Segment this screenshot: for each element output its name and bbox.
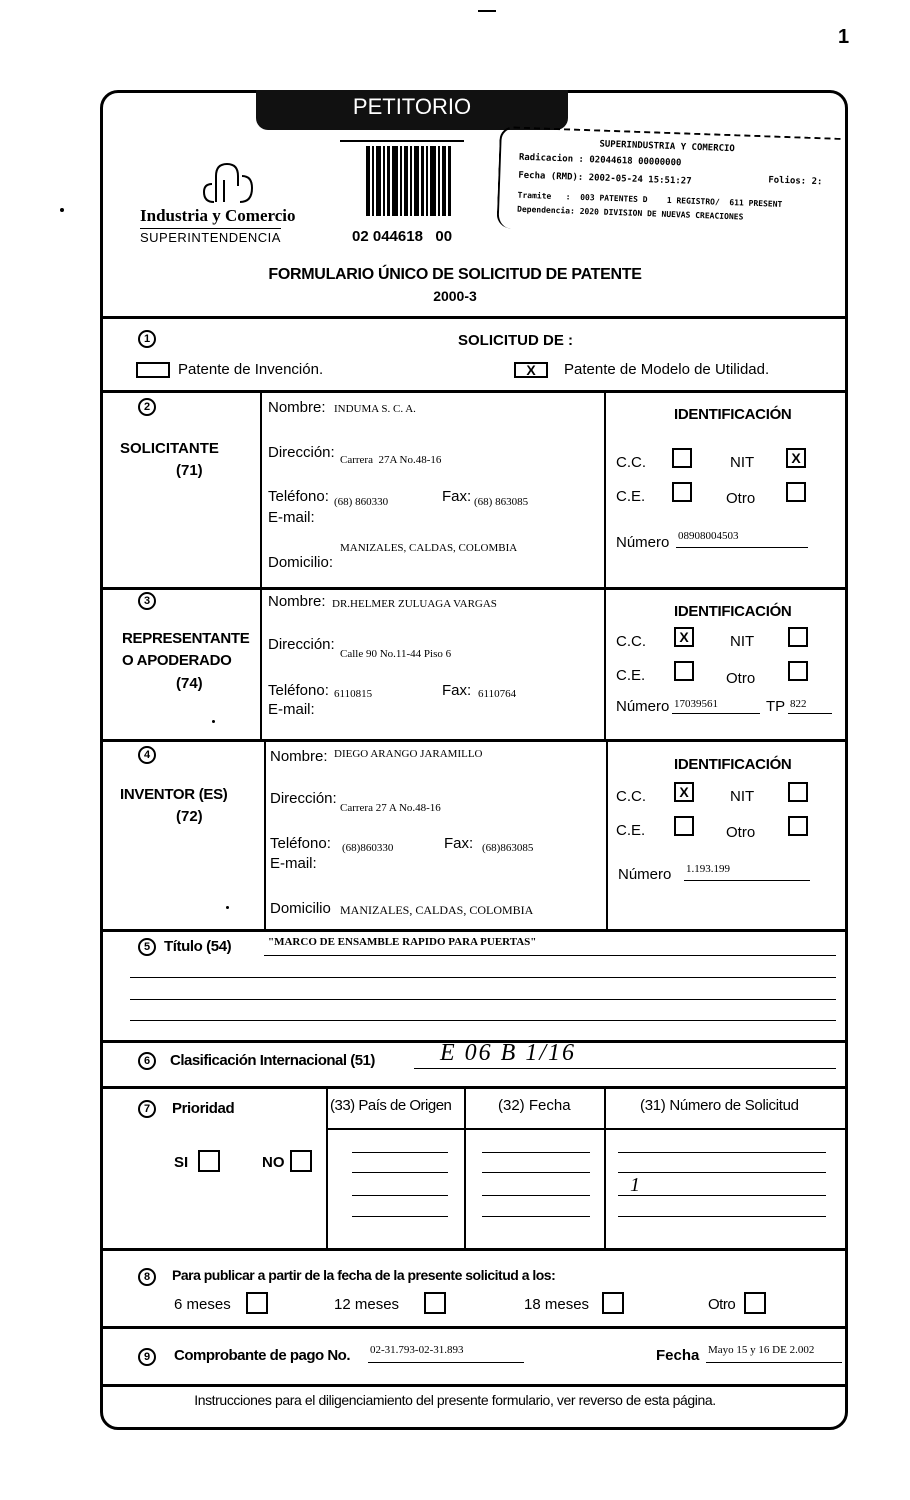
titulo-line-2 (130, 977, 836, 978)
comprobante-fecha-line (706, 1362, 842, 1363)
representante-nombre-value[interactable]: DR.HELMER ZULUAGA VARGAS (332, 598, 497, 610)
inventor-email-label: E-mail: (270, 855, 317, 872)
representante-code: (74) (176, 675, 203, 692)
section8-number: 8 (138, 1268, 156, 1286)
barcode-icon (366, 146, 454, 216)
inventor-title: INVENTOR (ES) (120, 786, 228, 803)
representante-dot (212, 720, 215, 723)
section3-number: 3 (138, 592, 156, 610)
section5-number: 5 (138, 938, 156, 956)
representante-telefono-value[interactable]: 6110815 (334, 688, 373, 700)
prioridad-col-divider-3 (604, 1088, 606, 1248)
publicar-12-checkbox[interactable] (424, 1292, 446, 1314)
section6-number: 6 (138, 1052, 156, 1070)
publicar-otro-checkbox[interactable] (744, 1292, 766, 1314)
divider-section5-top (102, 929, 846, 932)
solicitante-identificacion-title: IDENTIFICACIÓN (674, 406, 792, 423)
section4-number: 4 (138, 746, 156, 764)
solicitante-direccion-value[interactable]: Carrera 27A No.48-16 (340, 454, 442, 466)
inventor-telefono-label: Teléfono: (270, 835, 331, 852)
titulo-value[interactable]: "MARCO DE ENSAMBLE RAPIDO PARA PUERTAS" (268, 936, 537, 948)
section4-right-divider (606, 741, 608, 929)
solicitante-cc-label: C.C. (616, 454, 646, 471)
solicitante-code: (71) (176, 462, 203, 479)
solicitante-nombre-label: Nombre: (268, 399, 326, 416)
numsol-line-2 (618, 1172, 826, 1173)
representante-telefono-label: Teléfono: (268, 682, 329, 699)
stamp-line3: Fecha (RMD): 2002-05-24 15:51:27 (518, 170, 692, 187)
divider-section4-top (102, 739, 846, 742)
pais-line-4 (352, 1216, 448, 1217)
solicitante-nombre-value[interactable]: INDUMA S. C. A. (334, 403, 416, 415)
modelo-utilidad-checkbox[interactable]: X (514, 362, 548, 378)
section1-number: 1 (138, 330, 156, 348)
solicitante-title: SOLICITANTE (120, 440, 219, 457)
radicacion-stamp (496, 126, 847, 244)
prioridad-handwritten-mark: 1 (630, 1174, 640, 1196)
titulo-line-3 (130, 999, 836, 1000)
pais-line-3 (352, 1195, 448, 1196)
solicitante-otro-label: Otro (726, 490, 756, 507)
inventor-otro-checkbox[interactable] (788, 816, 808, 836)
pais-line-2 (352, 1172, 448, 1173)
solicitante-domicilio-label: Domicilio: (268, 554, 334, 571)
clasificacion-label: Clasificación Internacional (51) (170, 1052, 375, 1069)
divider-section8-top (102, 1248, 846, 1251)
inventor-direccion-label: Dirección: (270, 790, 337, 807)
prioridad-col-divider-2 (464, 1088, 466, 1248)
prioridad-si-label: SI (174, 1154, 189, 1171)
form-version: 2000-3 (433, 288, 477, 304)
publicar-12-label: 12 meses (334, 1296, 400, 1313)
representante-numero-value[interactable]: 17039561 (674, 698, 718, 710)
representante-nit-label: NIT (730, 633, 755, 650)
publicar-otro-label: Otro (708, 1296, 736, 1313)
representante-title1: REPRESENTANTE (122, 630, 250, 647)
margin-dot (60, 208, 64, 212)
section2-number: 2 (138, 398, 156, 416)
divider-footer-top (102, 1384, 846, 1387)
fecha-line-1 (482, 1152, 590, 1153)
section3-right-divider (604, 589, 606, 739)
solicitante-numero-label: Número (616, 534, 670, 551)
solicitante-direccion-label: Dirección: (268, 444, 335, 461)
divider-section7-top (102, 1086, 846, 1089)
inventor-dot (226, 906, 229, 909)
representante-ce-label: C.E. (616, 667, 646, 684)
solicitante-telefono-label: Teléfono: (268, 488, 329, 505)
section1-title: SOLICITUD DE : (458, 332, 573, 349)
representante-fax-value[interactable]: 6110764 (478, 688, 517, 700)
modelo-utilidad-label: Patente de Modelo de Utilidad. (564, 361, 770, 378)
solicitante-ce-checkbox[interactable] (672, 482, 692, 502)
stamp-folios: Folios: 2: (768, 175, 823, 188)
barcode-top-line (340, 140, 464, 142)
representante-cc-checkbox[interactable]: X (674, 627, 694, 647)
prioridad-no-checkbox[interactable] (290, 1150, 312, 1172)
inventor-fax-label: Fax: (444, 835, 474, 852)
solicitante-otro-checkbox[interactable] (786, 482, 806, 502)
stamp-line5: Dependencia: 2020 DIVISION DE NUEVAS CREACIONES (516, 204, 744, 222)
publicar-18-checkbox[interactable] (602, 1292, 624, 1314)
sic-logo-icon (196, 158, 258, 208)
prioridad-si-checkbox[interactable] (198, 1150, 220, 1172)
representante-direccion-value[interactable]: Calle 90 No.11-44 Piso 6 (340, 648, 452, 660)
inventor-cc-checkbox[interactable]: X (674, 782, 694, 802)
representante-nit-checkbox[interactable] (788, 627, 808, 647)
divider-section1-top (102, 316, 846, 319)
stamp-line1: SUPERINDUSTRIA Y COMERCIO (599, 139, 735, 155)
section7-number: 7 (138, 1100, 156, 1118)
solicitante-email-label: E-mail: (268, 509, 315, 526)
representante-numero-label: Número (616, 698, 670, 715)
titulo-label: Título (54) (164, 938, 232, 955)
comprobante-fecha-label: Fecha (656, 1347, 700, 1364)
inventor-identificacion-title: IDENTIFICACIÓN (674, 756, 792, 773)
section9-number: 9 (138, 1348, 156, 1366)
section3-left-divider (260, 589, 262, 739)
numsol-line-1 (618, 1152, 826, 1153)
page-number: 1 (838, 26, 850, 48)
fecha-line-2 (482, 1172, 590, 1173)
prioridad-no-label: NO (262, 1154, 285, 1171)
solicitante-nit-label: NIT (730, 454, 755, 471)
prioridad-col3-header: (31) Número de Solicitud (640, 1097, 799, 1114)
titulo-line-1 (264, 955, 836, 956)
representante-nombre-label: Nombre: (268, 593, 326, 610)
stamp-line2: Radicacion : 02044618 00000000 (518, 152, 682, 169)
publicar-6-label: 6 meses (174, 1296, 231, 1313)
representante-tp-value[interactable]: 822 (790, 698, 807, 710)
prioridad-col-divider-1 (326, 1088, 328, 1248)
representante-identificacion-title: IDENTIFICACIÓN (674, 603, 792, 620)
comprobante-line (368, 1362, 524, 1363)
inventor-domicilio-value[interactable]: MANIZALES, CALDAS, COLOMBIA (340, 903, 534, 917)
petitorio-label: PETITORIO (352, 94, 472, 119)
representante-numero-line (672, 713, 760, 714)
section2-left-divider (260, 392, 262, 588)
solicitante-fax-label: Fax: (442, 488, 472, 505)
representante-tp-line (788, 713, 832, 714)
numsol-line-3 (618, 1195, 826, 1196)
inventor-ce-checkbox[interactable] (674, 816, 694, 836)
representante-email-label: E-mail: (268, 701, 315, 718)
footer-instructions: Instrucciones para el diligenciamiento del presente formulario, ver reverso de esta página. (194, 1392, 716, 1408)
inventor-nombre-value[interactable]: DIEGO ARANGO JARAMILLO (334, 748, 483, 760)
petitorio-tab (256, 90, 568, 130)
inventor-nombre-label: Nombre: (270, 748, 328, 765)
representante-tp-label: TP (766, 698, 786, 715)
comprobante-label: Comprobante de pago No. (174, 1347, 350, 1364)
section2-right-divider (604, 392, 606, 588)
solicitante-domicilio-value[interactable]: MANIZALES, CALDAS, COLOMBIA (340, 542, 518, 554)
divider-section3-top (102, 587, 846, 590)
solicitante-telefono-value[interactable]: (68) 860330 (334, 496, 389, 508)
representante-otro-checkbox[interactable] (788, 661, 808, 681)
inventor-domicilio-label: Domicilio (270, 900, 331, 917)
inventor-nit-checkbox[interactable] (788, 782, 808, 802)
top-dash (478, 10, 496, 12)
prioridad-col2-header: (32) Fecha (498, 1097, 571, 1114)
inventor-fax-value[interactable]: (68)863085 (482, 842, 534, 854)
invencion-checkbox[interactable] (136, 362, 170, 378)
prioridad-label: Prioridad (172, 1100, 235, 1117)
representante-title2: O APODERADO (122, 652, 232, 669)
publicar-label: Para publicar a partir de la fecha de la presente solicitud a los: (172, 1267, 556, 1283)
inventor-nit-label: NIT (730, 788, 755, 805)
publicar-6-checkbox[interactable] (246, 1292, 268, 1314)
divider-section2-top (102, 390, 846, 393)
representante-ce-checkbox[interactable] (674, 661, 694, 681)
stamp-line4: Tramite : 003 PATENTES D 1 REGISTRO/ 611 PRESENT (517, 190, 783, 209)
inventor-direccion-value[interactable]: Carrera 27 A No.48-16 (340, 802, 441, 814)
fecha-line-3 (482, 1195, 590, 1196)
logo-industria-text: Industria y Comercio (140, 206, 296, 225)
inventor-ce-label: C.E. (616, 822, 646, 839)
divider-section9-top (102, 1326, 846, 1329)
pais-line-1 (352, 1152, 448, 1153)
barcode-number: 02 044618 00 (352, 228, 453, 245)
form-title: FORMULARIO ÚNICO DE SOLICITUD DE PATENTE (268, 266, 642, 283)
numsol-line-4 (618, 1216, 826, 1217)
inventor-numero-value[interactable]: 1.193.199 (686, 863, 730, 875)
section4-left-divider (264, 741, 266, 929)
solicitante-numero-line (676, 547, 808, 548)
solicitante-nit-checkbox[interactable]: X (786, 448, 806, 468)
solicitante-cc-checkbox[interactable] (672, 448, 692, 468)
publicar-18-label: 18 meses (524, 1296, 590, 1313)
clasificacion-line (414, 1068, 836, 1069)
solicitante-fax-value[interactable]: (68) 863085 (474, 496, 529, 508)
inventor-numero-label: Número (618, 866, 672, 883)
solicitante-ce-label: C.E. (616, 488, 646, 505)
representante-direccion-label: Dirección: (268, 636, 335, 653)
invencion-label: Patente de Invención. (178, 361, 324, 378)
titulo-line-4 (130, 1020, 836, 1021)
inventor-numero-line (684, 880, 810, 881)
inventor-code: (72) (176, 808, 203, 825)
comprobante-fecha-value[interactable]: Mayo 15 y 16 DE 2.002 (708, 1344, 815, 1356)
clasificacion-value[interactable]: E 06 B 1/16 (440, 1040, 576, 1066)
solicitante-numero-value[interactable]: 08908004503 (678, 530, 739, 542)
inventor-cc-label: C.C. (616, 788, 646, 805)
representante-fax-label: Fax: (442, 682, 472, 699)
comprobante-value[interactable]: 02-31.793-02-31.893 (370, 1344, 464, 1356)
prioridad-header-line (326, 1128, 846, 1130)
logo-superintendencia-text: SUPERINTENDENCIA (140, 230, 281, 245)
fecha-line-4 (482, 1216, 590, 1217)
representante-otro-label: Otro (726, 670, 756, 687)
representante-cc-label: C.C. (616, 633, 646, 650)
inventor-otro-label: Otro (726, 824, 756, 841)
inventor-telefono-value[interactable]: (68)860330 (342, 842, 394, 854)
prioridad-col1-header: (33) País de Origen (330, 1097, 452, 1114)
